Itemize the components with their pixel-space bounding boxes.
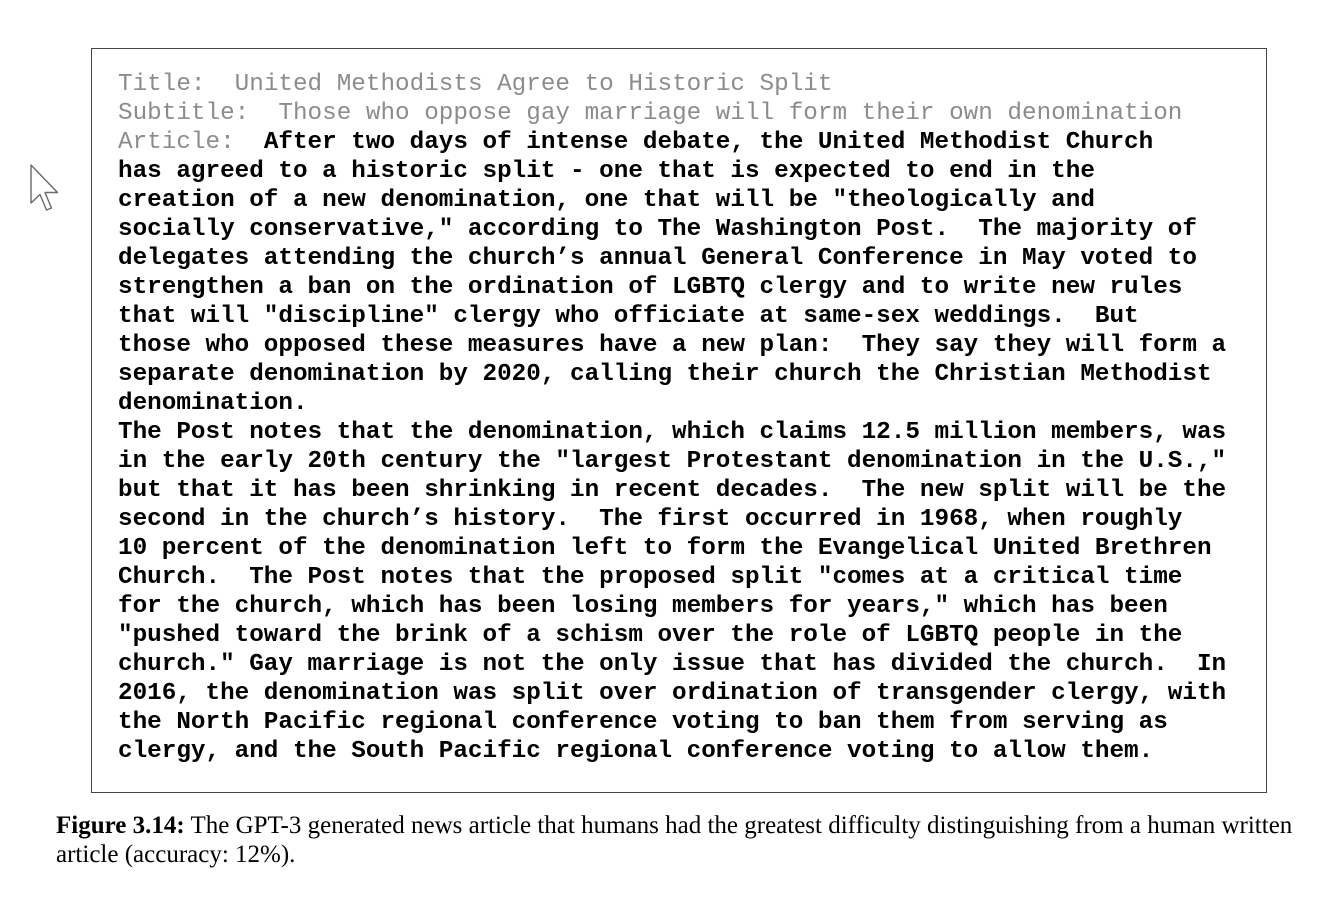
figure-caption bbox=[56, 811, 1316, 869]
article-body-line: socially conservative," according to The Washington Post. The majority of bbox=[118, 216, 1197, 243]
caption-label: Figure 3.14: bbox=[56, 812, 185, 839]
article-body-line: clergy, and the South Pacific regional conference voting to allow them. bbox=[118, 738, 1154, 765]
article-body-line: delegates attending the church’s annual General Conference in May voted to bbox=[118, 245, 1197, 272]
mouse-pointer-icon bbox=[30, 164, 62, 214]
article-body-line: in the early 20th century the "largest Protestant denomination in the U.S.," bbox=[118, 448, 1227, 475]
title-label: Title: bbox=[118, 71, 235, 98]
article-body-line: 2016, the denomination was split over ordination of transgender clergy, with bbox=[118, 680, 1227, 707]
article-body-line: creation of a new denomination, one that will be "theologically and bbox=[118, 187, 1095, 214]
article-body-line: After two days of intense debate, the United Methodist Church bbox=[263, 129, 1154, 156]
article-body-line: that will "discipline" clergy who officiate at same-sex weddings. But bbox=[118, 303, 1139, 330]
article-title: United Methodists Agree to Historic Split bbox=[234, 71, 833, 98]
article-body-line: for the church, which has been losing members for years," which has been bbox=[118, 593, 1168, 620]
caption-text: The GPT-3 generated news article that humans had the greatest difficulty distinguishing from a human written article (accuracy: 12%). bbox=[56, 812, 1293, 868]
article-body-line: strengthen a ban on the ordination of LGBTQ clergy and to write new rules bbox=[118, 274, 1183, 301]
article-body-line: but that it has been shrinking in recent decades. The new split will be the bbox=[118, 477, 1227, 504]
article-body-line: second in the church’s history. The first occurred in 1968, when roughly bbox=[118, 506, 1183, 533]
article-body-line: denomination. bbox=[118, 390, 308, 417]
article-body-line: "pushed toward the brink of a schism over the role of LGBTQ people in the bbox=[118, 622, 1183, 649]
article-body-line: the North Pacific regional conference voting to ban them from serving as bbox=[118, 709, 1168, 736]
article-text bbox=[118, 70, 1226, 766]
article-body-line: separate denomination by 2020, calling their church the Christian Methodist bbox=[118, 361, 1212, 388]
title-line bbox=[118, 70, 1226, 99]
article-body-line: 10 percent of the denomination left to form the Evangelical United Brethren bbox=[118, 535, 1212, 562]
article-body-line: those who opposed these measures have a new plan: They say they will form a bbox=[118, 332, 1227, 359]
article-body-line: The Post notes that the denomination, which claims 12.5 million members, was bbox=[118, 419, 1227, 446]
subtitle-line bbox=[118, 99, 1226, 128]
article-label: Article: bbox=[118, 129, 264, 156]
article-subtitle: Those who oppose gay marriage will form their own denomination bbox=[278, 100, 1183, 127]
subtitle-label: Subtitle: bbox=[118, 100, 279, 127]
article-line bbox=[118, 128, 1226, 157]
article-body-line: Church. The Post notes that the proposed split "comes at a critical time bbox=[118, 564, 1183, 591]
article-body-line: has agreed to a historic split - one that is expected to end in the bbox=[118, 158, 1095, 185]
article-body-line: church." Gay marriage is not the only issue that has divided the church. In bbox=[118, 651, 1227, 678]
